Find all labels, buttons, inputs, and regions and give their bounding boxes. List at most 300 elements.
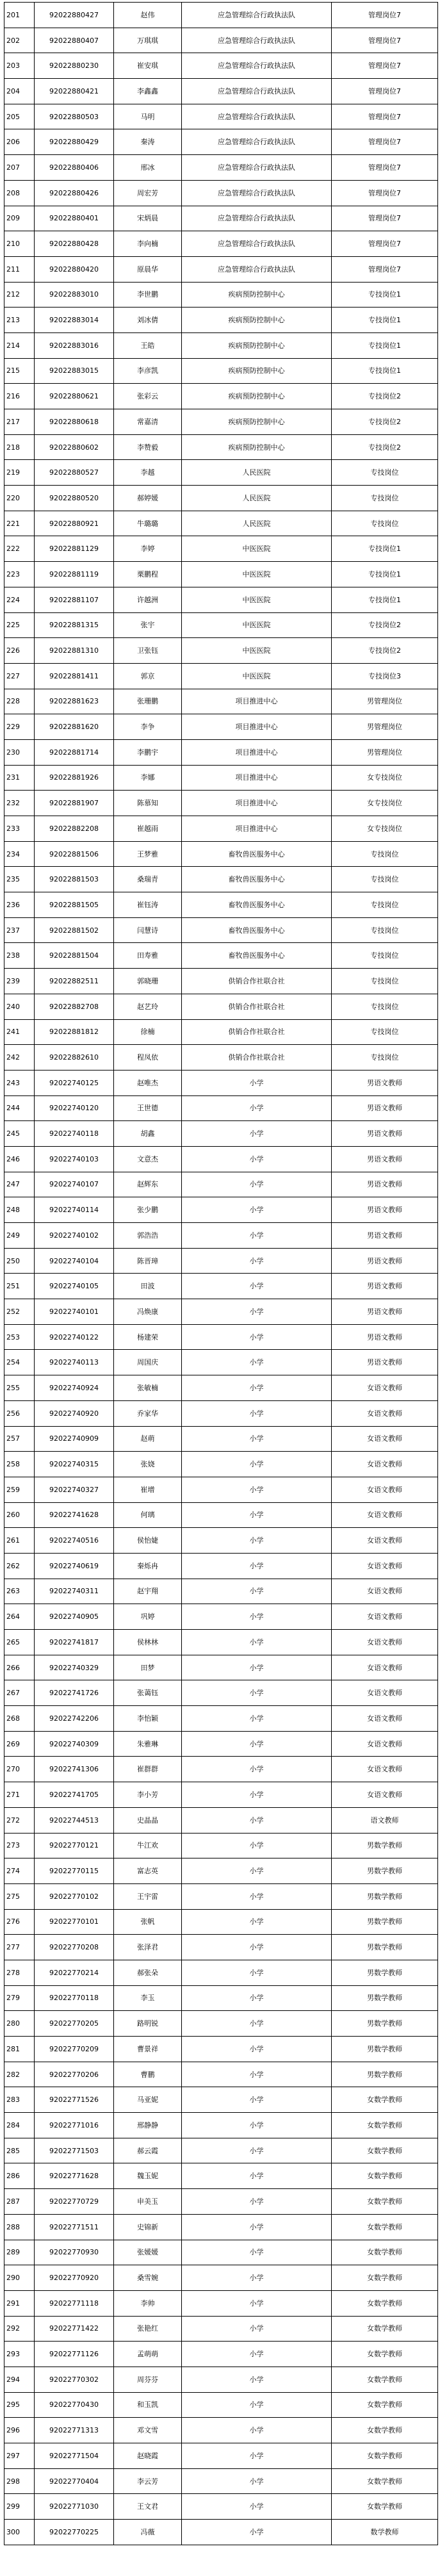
row-number-cell: 253 xyxy=(4,1324,35,1350)
table-row xyxy=(4,1172,438,1197)
position-cell: 数学教师 xyxy=(332,2520,438,2545)
row-number-cell: 257 xyxy=(4,1426,35,1452)
candidate-name-cell: 和玉凯 xyxy=(114,2392,182,2418)
row-number-cell: 241 xyxy=(4,1019,35,1045)
candidate-name-cell: 桑瑞青 xyxy=(114,867,182,892)
table-row xyxy=(4,1807,438,1833)
candidate-name-cell: 李帅 xyxy=(114,2290,182,2316)
table-row xyxy=(4,1909,438,1935)
row-number-cell: 219 xyxy=(4,460,35,486)
unit-cell: 项目推进中心 xyxy=(182,714,332,740)
row-number-cell: 215 xyxy=(4,358,35,384)
unit-cell: 小学 xyxy=(182,1858,332,1884)
candidate-name-cell: 史锦新 xyxy=(114,2214,182,2240)
table-row xyxy=(4,2443,438,2469)
table-row xyxy=(4,739,438,765)
row-number-cell: 239 xyxy=(4,969,35,994)
table-row xyxy=(4,155,438,181)
table-row xyxy=(4,486,438,511)
row-number-cell: 277 xyxy=(4,1935,35,1960)
unit-cell: 应急管理综合行政执法队 xyxy=(182,155,332,181)
position-cell: 女语文教师 xyxy=(332,1706,438,1732)
exam-id-cell: 92022740102 xyxy=(35,1223,114,1249)
exam-id-cell: 92022771126 xyxy=(35,2342,114,2367)
exam-id-cell: 92022740113 xyxy=(35,1350,114,1375)
row-number-cell: 294 xyxy=(4,2367,35,2392)
exam-id-cell: 92022882708 xyxy=(35,994,114,1019)
unit-cell: 畜牧兽医服务中心 xyxy=(182,917,332,943)
exam-id-cell: 92022740104 xyxy=(35,1248,114,1274)
table-row xyxy=(4,562,438,587)
position-cell: 女语文教师 xyxy=(332,1731,438,1757)
table-row xyxy=(4,1935,438,1960)
table-row xyxy=(4,1579,438,1604)
unit-cell: 人民医院 xyxy=(182,460,332,486)
position-cell: 专技岗位1 xyxy=(332,587,438,612)
candidate-name-cell: 邓文雪 xyxy=(114,2418,182,2443)
exam-id-cell: 92022881504 xyxy=(35,943,114,969)
unit-cell: 小学 xyxy=(182,1350,332,1375)
position-cell: 管理岗位7 xyxy=(332,180,438,206)
table-row xyxy=(4,384,438,409)
position-cell: 女语文教师 xyxy=(332,1680,438,1706)
candidate-name-cell: 张少鹏 xyxy=(114,1197,182,1223)
row-number-cell: 279 xyxy=(4,1985,35,2011)
candidate-name-cell: 李向楠 xyxy=(114,231,182,257)
exam-id-cell: 92022740103 xyxy=(35,1146,114,1172)
row-number-cell: 245 xyxy=(4,1121,35,1147)
unit-cell: 小学 xyxy=(182,1274,332,1299)
row-number-cell: 256 xyxy=(4,1400,35,1426)
exam-id-cell: 92022880618 xyxy=(35,409,114,435)
position-cell: 专技岗位 xyxy=(332,892,438,918)
candidate-name-cell: 张娆 xyxy=(114,1452,182,1477)
row-number-cell: 287 xyxy=(4,2189,35,2215)
position-cell: 专技岗位1 xyxy=(332,358,438,384)
exam-id-cell: 92022880406 xyxy=(35,155,114,181)
row-number-cell: 261 xyxy=(4,1528,35,1554)
unit-cell: 供销合作社联合社 xyxy=(182,1045,332,1071)
position-cell: 女语文教师 xyxy=(332,1782,438,1808)
unit-cell: 小学 xyxy=(182,1757,332,1782)
table-row xyxy=(4,1452,438,1477)
table-row xyxy=(4,358,438,384)
candidate-name-cell: 郝婷媛 xyxy=(114,486,182,511)
table-row xyxy=(4,791,438,816)
exam-id-cell: 92022770115 xyxy=(35,1858,114,1884)
row-number-cell: 252 xyxy=(4,1299,35,1325)
exam-id-cell: 92022741726 xyxy=(35,1680,114,1706)
row-number-cell: 212 xyxy=(4,282,35,308)
exam-id-cell: 92022740905 xyxy=(35,1604,114,1630)
position-cell: 女数学教师 xyxy=(332,2316,438,2342)
position-cell: 专技岗位2 xyxy=(332,638,438,664)
table-row xyxy=(4,2214,438,2240)
exam-id-cell: 92022880428 xyxy=(35,231,114,257)
unit-cell: 小学 xyxy=(182,1833,332,1858)
row-number-cell: 275 xyxy=(4,1883,35,1909)
row-number-cell: 235 xyxy=(4,867,35,892)
position-cell: 男语文教师 xyxy=(332,1197,438,1223)
exam-id-cell: 92022880527 xyxy=(35,460,114,486)
candidate-name-cell: 刘冰倩 xyxy=(114,308,182,333)
exam-id-cell: 92022880420 xyxy=(35,256,114,282)
exam-id-cell: 92022771313 xyxy=(35,2418,114,2443)
table-row xyxy=(4,1502,438,1528)
position-cell: 女语文教师 xyxy=(332,1655,438,1680)
row-number-cell: 258 xyxy=(4,1452,35,1477)
row-number-cell: 267 xyxy=(4,1680,35,1706)
unit-cell: 中医医院 xyxy=(182,638,332,664)
unit-cell: 畜牧兽医服务中心 xyxy=(182,841,332,867)
position-cell: 男数学教师 xyxy=(332,2011,438,2037)
unit-cell: 供销合作社联合社 xyxy=(182,994,332,1019)
candidate-name-cell: 冯焕康 xyxy=(114,1299,182,1325)
unit-cell: 小学 xyxy=(182,1502,332,1528)
unit-cell: 小学 xyxy=(182,2214,332,2240)
exam-id-cell: 92022770930 xyxy=(35,2240,114,2265)
position-cell: 男数学教师 xyxy=(332,2037,438,2062)
position-cell: 男管理岗位 xyxy=(332,739,438,765)
table-row xyxy=(4,308,438,333)
position-cell: 男数学教师 xyxy=(332,1833,438,1858)
candidate-name-cell: 周国庆 xyxy=(114,1350,182,1375)
candidate-name-cell: 巩婷 xyxy=(114,1604,182,1630)
position-cell: 管理岗位7 xyxy=(332,3,438,28)
table-row xyxy=(4,1400,438,1426)
unit-cell: 应急管理综合行政执法队 xyxy=(182,28,332,53)
unit-cell: 小学 xyxy=(182,2265,332,2291)
unit-cell: 小学 xyxy=(182,1477,332,1502)
candidate-name-cell: 崔增 xyxy=(114,1477,182,1502)
exam-id-cell: 92022881506 xyxy=(35,841,114,867)
position-cell: 女数学教师 xyxy=(332,2342,438,2367)
table-row xyxy=(4,282,438,308)
exam-id-cell: 92022881503 xyxy=(35,867,114,892)
candidate-name-cell: 原晨华 xyxy=(114,256,182,282)
row-number-cell: 233 xyxy=(4,816,35,842)
candidate-name-cell: 李赞毅 xyxy=(114,434,182,460)
table-row xyxy=(4,2240,438,2265)
row-number-cell: 204 xyxy=(4,79,35,104)
exam-id-cell: 92022881107 xyxy=(35,587,114,612)
exam-id-cell: 92022771628 xyxy=(35,2163,114,2189)
row-number-cell: 209 xyxy=(4,206,35,231)
row-number-cell: 298 xyxy=(4,2468,35,2494)
table-row xyxy=(4,2494,438,2520)
unit-cell: 小学 xyxy=(182,1883,332,1909)
position-cell: 男语文教师 xyxy=(332,1095,438,1121)
unit-cell: 畜牧兽医服务中心 xyxy=(182,943,332,969)
row-number-cell: 210 xyxy=(4,231,35,257)
exam-id-cell: 92022880401 xyxy=(35,206,114,231)
unit-cell: 小学 xyxy=(182,2367,332,2392)
position-cell: 管理岗位7 xyxy=(332,53,438,79)
table-row xyxy=(4,1833,438,1858)
candidate-name-cell: 李婷 xyxy=(114,536,182,562)
unit-cell: 项目推进中心 xyxy=(182,765,332,791)
position-cell: 管理岗位7 xyxy=(332,28,438,53)
candidate-name-cell: 郭晓珊 xyxy=(114,969,182,994)
exam-id-cell: 92022770729 xyxy=(35,2189,114,2215)
table-row xyxy=(4,1477,438,1502)
candidate-name-cell: 赵伟 xyxy=(114,3,182,28)
exam-id-cell: 92022770430 xyxy=(35,2392,114,2418)
row-number-cell: 246 xyxy=(4,1146,35,1172)
candidate-name-cell: 张媛媛 xyxy=(114,2240,182,2265)
candidate-name-cell: 王世德 xyxy=(114,1095,182,1121)
row-number-cell: 236 xyxy=(4,892,35,918)
exam-id-cell: 92022881502 xyxy=(35,917,114,943)
candidate-name-cell: 徐楠 xyxy=(114,1019,182,1045)
row-number-cell: 268 xyxy=(4,1706,35,1732)
candidate-name-cell: 张彩云 xyxy=(114,384,182,409)
row-number-cell: 271 xyxy=(4,1782,35,1808)
row-number-cell: 221 xyxy=(4,511,35,536)
position-cell: 管理岗位7 xyxy=(332,79,438,104)
row-number-cell: 254 xyxy=(4,1350,35,1375)
row-number-cell: 291 xyxy=(4,2290,35,2316)
exam-id-cell: 92022880421 xyxy=(35,79,114,104)
exam-id-cell: 92022880230 xyxy=(35,53,114,79)
table-row xyxy=(4,2113,438,2138)
table-row xyxy=(4,714,438,740)
position-cell: 男数学教师 xyxy=(332,1960,438,1985)
exam-id-cell: 92022771503 xyxy=(35,2138,114,2163)
candidate-name-cell: 张敏楠 xyxy=(114,1375,182,1401)
exam-id-cell: 92022740516 xyxy=(35,1528,114,1554)
candidate-name-cell: 田波 xyxy=(114,1274,182,1299)
unit-cell: 小学 xyxy=(182,1604,332,1630)
row-number-cell: 289 xyxy=(4,2240,35,2265)
position-cell: 管理岗位7 xyxy=(332,129,438,155)
exam-id-cell: 92022741705 xyxy=(35,1782,114,1808)
candidate-name-cell: 赵唯杰 xyxy=(114,1070,182,1095)
table-row xyxy=(4,409,438,435)
unit-cell: 疾病预防控制中心 xyxy=(182,434,332,460)
exam-id-cell: 92022770214 xyxy=(35,1960,114,1985)
table-row xyxy=(4,1680,438,1706)
unit-cell: 小学 xyxy=(182,1553,332,1579)
row-number-cell: 234 xyxy=(4,841,35,867)
row-number-cell: 259 xyxy=(4,1477,35,1502)
position-cell: 专技岗位 xyxy=(332,867,438,892)
exam-id-cell: 92022740120 xyxy=(35,1095,114,1121)
candidate-name-cell: 崔安琪 xyxy=(114,53,182,79)
exam-id-cell: 92022771511 xyxy=(35,2214,114,2240)
results-table-body xyxy=(4,3,438,2545)
table-row xyxy=(4,867,438,892)
candidate-name-cell: 牛璐璐 xyxy=(114,511,182,536)
table-row xyxy=(4,460,438,486)
unit-cell: 中医医院 xyxy=(182,612,332,638)
exam-id-cell: 92022881714 xyxy=(35,739,114,765)
row-number-cell: 248 xyxy=(4,1197,35,1223)
candidate-name-cell: 路明锐 xyxy=(114,2011,182,2037)
unit-cell: 小学 xyxy=(182,2011,332,2037)
position-cell: 女数学教师 xyxy=(332,2367,438,2392)
row-number-cell: 240 xyxy=(4,994,35,1019)
table-row xyxy=(4,892,438,918)
position-cell: 男管理岗位 xyxy=(332,689,438,714)
table-row xyxy=(4,2011,438,2037)
table-row xyxy=(4,2468,438,2494)
exam-id-cell: 92022883015 xyxy=(35,358,114,384)
table-row xyxy=(4,1121,438,1147)
unit-cell: 疾病预防控制中心 xyxy=(182,308,332,333)
position-cell: 专技岗位 xyxy=(332,994,438,1019)
table-row xyxy=(4,587,438,612)
position-cell: 男语文教师 xyxy=(332,1172,438,1197)
position-cell: 女数学教师 xyxy=(332,2443,438,2469)
position-cell: 女语文教师 xyxy=(332,1426,438,1452)
candidate-name-cell: 李彦凯 xyxy=(114,358,182,384)
candidate-name-cell: 郭京 xyxy=(114,663,182,689)
position-cell: 管理岗位7 xyxy=(332,206,438,231)
candidate-name-cell: 邢冰 xyxy=(114,155,182,181)
table-row xyxy=(4,1274,438,1299)
exam-id-cell: 92022740105 xyxy=(35,1274,114,1299)
unit-cell: 应急管理综合行政执法队 xyxy=(182,3,332,28)
table-row xyxy=(4,969,438,994)
position-cell: 女数学教师 xyxy=(332,2494,438,2520)
unit-cell: 小学 xyxy=(182,1070,332,1095)
row-number-cell: 269 xyxy=(4,1731,35,1757)
row-number-cell: 229 xyxy=(4,714,35,740)
row-number-cell: 266 xyxy=(4,1655,35,1680)
results-table-container xyxy=(4,2,437,2545)
table-row xyxy=(4,663,438,689)
row-number-cell: 283 xyxy=(4,2087,35,2113)
position-cell: 管理岗位7 xyxy=(332,231,438,257)
row-number-cell: 220 xyxy=(4,486,35,511)
row-number-cell: 217 xyxy=(4,409,35,435)
exam-id-cell: 92022882610 xyxy=(35,1045,114,1071)
unit-cell: 小学 xyxy=(182,1706,332,1732)
unit-cell: 中医医院 xyxy=(182,562,332,587)
unit-cell: 小学 xyxy=(182,2443,332,2469)
table-row xyxy=(4,816,438,842)
position-cell: 专技岗位 xyxy=(332,511,438,536)
table-row xyxy=(4,689,438,714)
position-cell: 专技岗位2 xyxy=(332,409,438,435)
exam-id-cell: 92022740327 xyxy=(35,1477,114,1502)
row-number-cell: 208 xyxy=(4,180,35,206)
position-cell: 女专技岗位 xyxy=(332,816,438,842)
unit-cell: 小学 xyxy=(182,2520,332,2545)
table-row xyxy=(4,841,438,867)
candidate-name-cell: 程凤依 xyxy=(114,1045,182,1071)
position-cell: 管理岗位7 xyxy=(332,155,438,181)
exam-id-cell: 92022740329 xyxy=(35,1655,114,1680)
unit-cell: 人民医院 xyxy=(182,486,332,511)
row-number-cell: 281 xyxy=(4,2037,35,2062)
table-row xyxy=(4,3,438,28)
candidate-name-cell: 崔群群 xyxy=(114,1757,182,1782)
unit-cell: 小学 xyxy=(182,2342,332,2367)
candidate-name-cell: 宋炳晨 xyxy=(114,206,182,231)
table-row xyxy=(4,180,438,206)
candidate-name-cell: 李争 xyxy=(114,714,182,740)
unit-cell: 应急管理综合行政执法队 xyxy=(182,231,332,257)
position-cell: 专技岗位 xyxy=(332,841,438,867)
exam-id-cell: 92022771504 xyxy=(35,2443,114,2469)
exam-id-cell: 92022881129 xyxy=(35,536,114,562)
row-number-cell: 278 xyxy=(4,1960,35,1985)
unit-cell: 小学 xyxy=(182,2062,332,2087)
table-row xyxy=(4,434,438,460)
unit-cell: 小学 xyxy=(182,1579,332,1604)
candidate-name-cell: 许越洲 xyxy=(114,587,182,612)
candidate-name-cell: 常嘉清 xyxy=(114,409,182,435)
row-number-cell: 224 xyxy=(4,587,35,612)
row-number-cell: 285 xyxy=(4,2138,35,2163)
candidate-name-cell: 文意杰 xyxy=(114,1146,182,1172)
row-number-cell: 296 xyxy=(4,2418,35,2443)
candidate-name-cell: 张帆 xyxy=(114,1909,182,1935)
position-cell: 女语文教师 xyxy=(332,1400,438,1426)
candidate-name-cell: 侯怡婕 xyxy=(114,1528,182,1554)
exam-id-cell: 92022881620 xyxy=(35,714,114,740)
unit-cell: 小学 xyxy=(182,2163,332,2189)
table-row xyxy=(4,1985,438,2011)
exam-id-cell: 92022770209 xyxy=(35,2037,114,2062)
candidate-name-cell: 卫张钰 xyxy=(114,638,182,664)
row-number-cell: 297 xyxy=(4,2443,35,2469)
table-row xyxy=(4,2316,438,2342)
position-cell: 专技岗位1 xyxy=(332,332,438,358)
position-cell: 女语文教师 xyxy=(332,1553,438,1579)
exam-id-cell: 92022770208 xyxy=(35,1935,114,1960)
unit-cell: 小学 xyxy=(182,1426,332,1452)
unit-cell: 应急管理综合行政执法队 xyxy=(182,104,332,129)
table-row xyxy=(4,1858,438,1884)
candidate-name-cell: 赵艺玲 xyxy=(114,994,182,1019)
unit-cell: 小学 xyxy=(182,2316,332,2342)
table-row xyxy=(4,28,438,53)
candidate-name-cell: 郝云霞 xyxy=(114,2138,182,2163)
candidate-name-cell: 胡鑫 xyxy=(114,1121,182,1147)
table-row xyxy=(4,1019,438,1045)
table-row xyxy=(4,1045,438,1071)
position-cell: 专技岗位2 xyxy=(332,434,438,460)
candidate-name-cell: 李云芳 xyxy=(114,2468,182,2494)
row-number-cell: 293 xyxy=(4,2342,35,2367)
unit-cell: 供销合作社联合社 xyxy=(182,1019,332,1045)
position-cell: 男数学教师 xyxy=(332,1909,438,1935)
table-row xyxy=(4,2163,438,2189)
candidate-name-cell: 富志英 xyxy=(114,1858,182,1884)
unit-cell: 小学 xyxy=(182,1935,332,1960)
row-number-cell: 295 xyxy=(4,2392,35,2418)
exam-id-cell: 92022741628 xyxy=(35,1502,114,1528)
table-row xyxy=(4,231,438,257)
exam-id-cell: 92022882511 xyxy=(35,969,114,994)
row-number-cell: 274 xyxy=(4,1858,35,1884)
row-number-cell: 222 xyxy=(4,536,35,562)
row-number-cell: 227 xyxy=(4,663,35,689)
unit-cell: 小学 xyxy=(182,2392,332,2418)
exam-id-cell: 92022770225 xyxy=(35,2520,114,2545)
table-row xyxy=(4,943,438,969)
position-cell: 专技岗位2 xyxy=(332,384,438,409)
candidate-name-cell: 李世鹏 xyxy=(114,282,182,308)
unit-cell: 小学 xyxy=(182,1146,332,1172)
unit-cell: 应急管理综合行政执法队 xyxy=(182,53,332,79)
exam-id-cell: 92022740309 xyxy=(35,1731,114,1757)
position-cell: 管理岗位7 xyxy=(332,256,438,282)
candidate-name-cell: 郭浩浩 xyxy=(114,1223,182,1249)
